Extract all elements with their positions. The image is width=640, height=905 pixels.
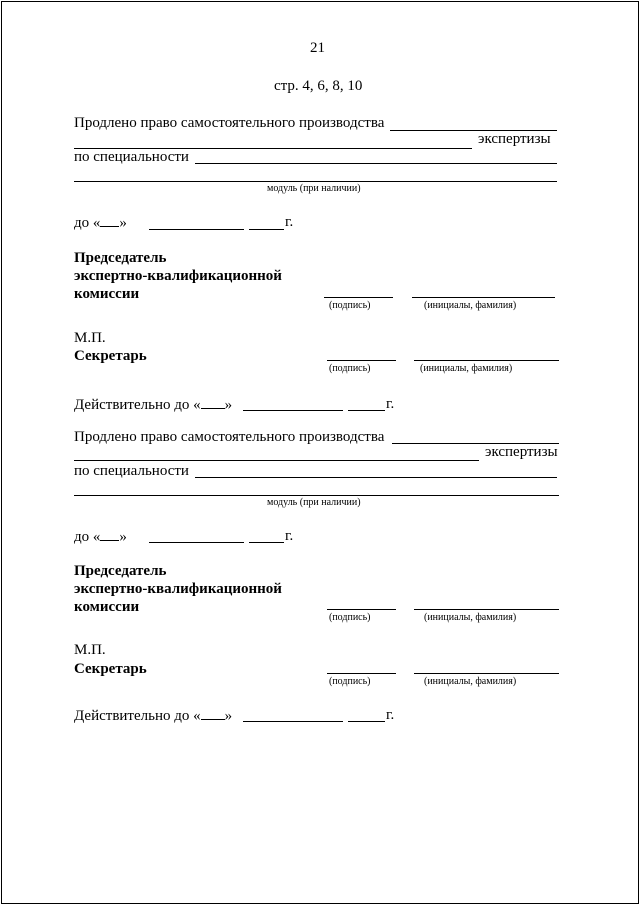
extended-right-label: Продлено право самостоятельного производства bbox=[74, 429, 385, 445]
chairman-line-2: экспертно-квалификационной bbox=[74, 268, 282, 284]
secretary-signature-field[interactable] bbox=[327, 360, 396, 361]
module-field[interactable] bbox=[74, 181, 557, 182]
valid-until-label bbox=[74, 707, 232, 725]
specialty-field[interactable] bbox=[195, 477, 557, 478]
until-close: » bbox=[119, 529, 127, 545]
day-field[interactable] bbox=[100, 214, 119, 227]
page-number: 21 bbox=[310, 40, 325, 56]
module-caption: модуль (при наличии) bbox=[267, 183, 361, 194]
expertise-label: экспертизы bbox=[485, 444, 558, 460]
year-suffix: г. bbox=[285, 528, 294, 544]
month-field[interactable] bbox=[149, 542, 244, 543]
valid-year-field[interactable] bbox=[348, 721, 385, 722]
chairman-signature-field[interactable] bbox=[324, 297, 393, 298]
until-date-label bbox=[74, 528, 127, 546]
until-prefix: до « bbox=[74, 529, 101, 545]
valid-prefix: Действительно до « bbox=[74, 397, 201, 413]
year-field[interactable] bbox=[249, 542, 284, 543]
valid-year-suffix: г. bbox=[386, 396, 395, 412]
expertise-label: экспертизы bbox=[478, 131, 551, 147]
valid-month-field[interactable] bbox=[243, 721, 343, 722]
extended-right-label: Продлено право самостоятельного производства bbox=[74, 115, 385, 131]
year-suffix: г. bbox=[285, 214, 294, 230]
chairman-initials-caption: (инициалы, фамилия) bbox=[424, 612, 517, 623]
valid-year-suffix: г. bbox=[386, 707, 395, 723]
until-date-label bbox=[74, 214, 127, 232]
specialty-field[interactable] bbox=[195, 163, 557, 164]
secretary-initials-caption: (инициалы, фамилия) bbox=[420, 363, 513, 374]
chairman-line-1: Председатель bbox=[74, 563, 167, 579]
valid-close: » bbox=[224, 708, 233, 724]
chairman-signature-field[interactable] bbox=[327, 609, 396, 610]
valid-until-label bbox=[74, 396, 232, 414]
until-close: » bbox=[119, 215, 127, 231]
chairman-line-3: комиссии bbox=[74, 286, 140, 302]
day-field[interactable] bbox=[100, 528, 119, 541]
chairman-initials-field[interactable] bbox=[414, 609, 559, 610]
chairman-line-1: Председатель bbox=[74, 250, 167, 266]
year-field[interactable] bbox=[249, 229, 284, 230]
secretary-signature-caption: (подпись) bbox=[329, 363, 371, 374]
valid-prefix: Действительно до « bbox=[74, 708, 201, 724]
valid-day-field[interactable] bbox=[201, 396, 225, 409]
valid-year-field[interactable] bbox=[348, 410, 385, 411]
module-caption: модуль (при наличии) bbox=[267, 497, 361, 508]
pages-reference: стр. 4, 6, 8, 10 bbox=[274, 78, 363, 94]
secretary-initials-caption: (инициалы, фамилия) bbox=[424, 676, 517, 687]
secretary-signature-caption: (подпись) bbox=[329, 676, 371, 687]
month-field[interactable] bbox=[149, 229, 244, 230]
secretary-initials-field[interactable] bbox=[414, 673, 559, 674]
until-prefix: до « bbox=[74, 215, 101, 231]
module-field[interactable] bbox=[74, 495, 559, 496]
secretary-label: Секретарь bbox=[74, 661, 147, 677]
stamp-label: М.П. bbox=[74, 330, 106, 346]
chairman-line-2: экспертно-квалификационной bbox=[74, 581, 282, 597]
chairman-initials-caption: (инициалы, фамилия) bbox=[424, 300, 517, 311]
valid-day-field[interactable] bbox=[201, 707, 225, 720]
chairman-initials-field[interactable] bbox=[412, 297, 555, 298]
secretary-signature-field[interactable] bbox=[327, 673, 396, 674]
document-page bbox=[1, 1, 639, 904]
chairman-signature-caption: (подпись) bbox=[329, 300, 371, 311]
valid-close: » bbox=[224, 397, 233, 413]
chairman-line-3: комиссии bbox=[74, 599, 140, 615]
expertise-name-field[interactable] bbox=[74, 460, 479, 461]
chairman-signature-caption: (подпись) bbox=[329, 612, 371, 623]
specialty-label: по специальности bbox=[74, 149, 189, 165]
valid-month-field[interactable] bbox=[243, 410, 343, 411]
secretary-initials-field[interactable] bbox=[414, 360, 559, 361]
secretary-label: Секретарь bbox=[74, 348, 147, 364]
specialty-label: по специальности bbox=[74, 463, 189, 479]
stamp-label: М.П. bbox=[74, 642, 106, 658]
